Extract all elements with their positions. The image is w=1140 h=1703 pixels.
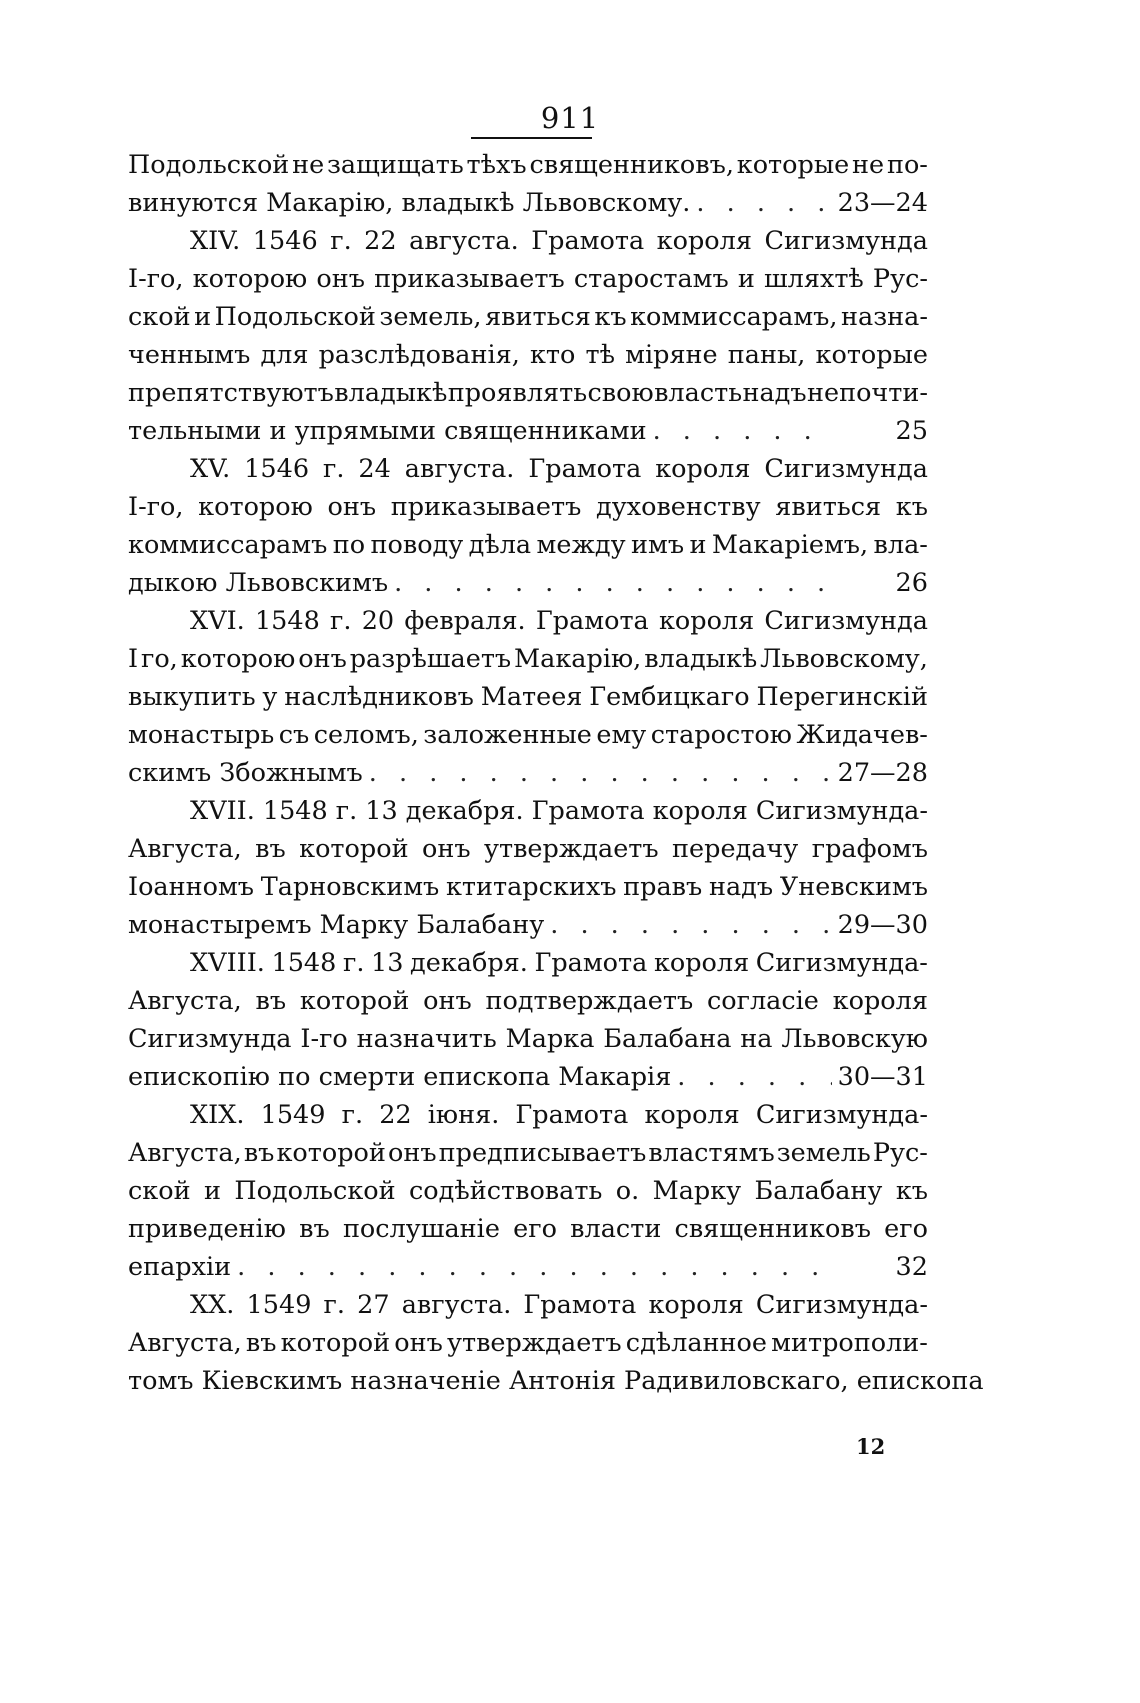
text-line — [128, 1134, 928, 1172]
word: явиться — [775, 492, 882, 522]
entry-text — [128, 678, 928, 716]
word: приказываетъ — [390, 492, 582, 522]
entry-text — [128, 1134, 928, 1172]
word: наслѣдниковъ — [284, 682, 474, 712]
text-line — [128, 564, 928, 602]
text-line — [128, 754, 928, 792]
entry-text — [128, 1210, 928, 1248]
word: приведенію — [128, 1214, 286, 1244]
word: Грамота — [531, 226, 645, 256]
word: священниковъ, — [529, 150, 734, 180]
text-line — [128, 336, 928, 374]
entry-text — [128, 526, 928, 564]
word: Сигизмунда- — [755, 1290, 928, 1320]
entry-text — [190, 222, 928, 260]
word: 27 — [357, 1290, 390, 1320]
word: надъ — [742, 378, 807, 408]
word: короля — [648, 1290, 744, 1320]
text-line — [128, 374, 928, 412]
text-line — [190, 222, 928, 260]
word: онъ — [327, 492, 377, 522]
word: короля — [656, 226, 752, 256]
page-reference: 23—24 — [837, 188, 928, 218]
word: которою — [198, 492, 313, 522]
word: и — [194, 302, 212, 332]
word: въ — [245, 1328, 277, 1358]
text-line — [128, 488, 928, 526]
dot-leader — [394, 564, 832, 602]
word: Уневскимъ — [779, 872, 928, 902]
dot-leader — [369, 754, 832, 792]
word: съ — [278, 720, 310, 750]
entry-text: дыкою Львовскимъ — [128, 568, 389, 598]
text-line — [190, 944, 928, 982]
word: между — [536, 530, 626, 560]
word: кто — [529, 340, 576, 370]
word: I-го — [300, 1024, 348, 1054]
word: выкупить — [128, 682, 256, 712]
word: къ — [895, 1176, 928, 1206]
dot-leader — [677, 1058, 831, 1096]
word: 1548 — [271, 948, 337, 978]
word: XIV. — [190, 226, 241, 256]
entry-text — [190, 944, 928, 982]
word: онъ — [316, 264, 365, 294]
word: въ — [243, 1138, 275, 1168]
word: онъ — [298, 644, 347, 674]
word: г. — [323, 454, 345, 484]
entry-text — [128, 716, 928, 754]
word: I-го, — [128, 264, 184, 294]
word: содѣйствовать — [409, 1176, 603, 1206]
word: ему — [596, 720, 647, 750]
word: 13 — [365, 796, 398, 826]
word: тѣ — [585, 340, 615, 370]
text-line — [190, 1286, 928, 1324]
word: владыкѣ — [644, 644, 758, 674]
word: передачу — [672, 834, 799, 864]
word: въ — [255, 986, 287, 1016]
word: 22 — [364, 226, 397, 256]
word: не — [292, 150, 325, 180]
word: которою — [192, 264, 308, 294]
text-line — [128, 1020, 928, 1058]
word: къ — [895, 492, 928, 522]
word: вла- — [873, 530, 928, 560]
word: которой — [276, 1138, 386, 1168]
text-line — [128, 1210, 928, 1248]
entry-text — [128, 868, 928, 906]
word: іюня. — [427, 1100, 500, 1130]
text-line — [190, 602, 928, 640]
word: священниковъ — [674, 1214, 871, 1244]
word: имъ — [631, 530, 685, 560]
word: декабря. — [410, 948, 528, 978]
word: приказываетъ — [374, 264, 565, 294]
word: для — [260, 340, 309, 370]
word: короля — [653, 948, 750, 978]
word: у — [262, 682, 278, 712]
text-line — [128, 906, 928, 944]
entry-text: монастыремъ Марку Балабану — [128, 910, 545, 940]
word: разрѣшаетъ — [349, 644, 512, 674]
word: 1548 — [262, 796, 328, 826]
text-line — [128, 1324, 928, 1362]
word: Макаріемъ, — [711, 530, 869, 560]
text-line — [128, 1248, 928, 1286]
word: его — [884, 1214, 928, 1244]
word: онъ — [423, 986, 472, 1016]
word: назначить — [356, 1024, 497, 1054]
entry-text — [190, 602, 928, 640]
page-reference: 26 — [895, 568, 928, 598]
word: 24 — [358, 454, 391, 484]
word: монастырь — [128, 720, 275, 750]
word: г. — [330, 226, 352, 256]
word: Августа, — [128, 986, 242, 1016]
entry-text — [128, 260, 928, 298]
entry-text: томъ Кіевскимъ назначеніе Антонія Радивиловскаго, епископа — [128, 1366, 984, 1396]
word: шляхтѣ — [763, 264, 864, 294]
word: защищать — [327, 150, 464, 180]
page-reference: 32 — [895, 1252, 928, 1282]
word: 1549 — [260, 1100, 326, 1130]
word: Перегинскій — [756, 682, 928, 712]
word: Грамота — [523, 1290, 637, 1320]
word: Грамота — [528, 454, 642, 484]
word: непочти- — [806, 378, 928, 408]
word: августа. — [409, 226, 519, 256]
word: короля — [832, 986, 928, 1016]
word: г. — [335, 796, 358, 826]
word: Марка — [505, 1024, 595, 1054]
word: XVI. — [190, 606, 245, 636]
word: Сигизмунда — [764, 606, 928, 636]
word: которые — [736, 150, 850, 180]
word: власти — [570, 1214, 662, 1244]
word: явиться — [485, 302, 591, 332]
word: онъ — [421, 834, 471, 864]
word: Жидачев- — [796, 720, 928, 750]
word: предписываетъ — [438, 1138, 647, 1168]
word: 1546 — [252, 226, 318, 256]
entry-text — [128, 336, 928, 374]
word: 1546 — [244, 454, 310, 484]
word: ской — [128, 302, 191, 332]
word: Августа, — [128, 1138, 242, 1168]
word: XIX. — [190, 1100, 245, 1130]
text-line — [128, 640, 928, 678]
word: 1548 — [254, 606, 320, 636]
word: короля — [652, 796, 748, 826]
word: властямъ — [648, 1138, 775, 1168]
entry-text — [128, 982, 928, 1020]
word: августа. — [404, 454, 515, 484]
word: Сигизмунда- — [755, 796, 928, 826]
word: свою — [587, 378, 654, 408]
word: г. — [342, 948, 365, 978]
dot-leader — [237, 1248, 832, 1286]
text-line — [128, 830, 928, 868]
entry-text — [128, 830, 928, 868]
word: по — [332, 530, 366, 560]
word: короля — [658, 606, 755, 636]
page-reference: 27—28 — [837, 758, 928, 788]
word: коммиссарамъ — [128, 530, 328, 560]
word: онъ — [394, 1328, 443, 1358]
word: которой — [280, 1328, 391, 1358]
word: старостамъ — [573, 264, 729, 294]
entry-text — [128, 146, 928, 184]
word: митрополи- — [771, 1328, 928, 1358]
entry-text — [128, 488, 928, 526]
word: на — [740, 1024, 773, 1054]
word: препятствуютъ — [128, 378, 334, 408]
dot-leader — [550, 906, 831, 944]
page-reference: 30—31 — [837, 1062, 928, 1092]
word: ктитарскихъ — [445, 872, 617, 902]
word: и — [737, 264, 755, 294]
word: Макарію, — [514, 644, 642, 674]
word: графомъ — [811, 834, 928, 864]
word: Сигизмунда — [764, 226, 928, 256]
word: Гембицкаго — [589, 682, 750, 712]
text-line — [128, 1362, 984, 1400]
text-line — [128, 1172, 928, 1210]
word: ченнымъ — [128, 340, 251, 370]
entry-text — [128, 374, 928, 412]
word: XX. — [190, 1290, 235, 1320]
word: г. — [323, 1290, 346, 1320]
word: Рус- — [872, 264, 928, 294]
word: короля — [655, 454, 751, 484]
text-line — [190, 792, 928, 830]
word: духовенству — [596, 492, 761, 522]
word: не — [852, 150, 885, 180]
word: въ — [299, 1214, 330, 1244]
word: Сигизмунда — [128, 1024, 292, 1054]
word: проявлять — [447, 378, 588, 408]
text-line — [128, 412, 928, 450]
text-line — [128, 184, 928, 222]
text-line — [190, 450, 928, 488]
word: онъ — [387, 1138, 437, 1168]
word: Іоанномъ — [128, 872, 255, 902]
word: Матеея — [480, 682, 583, 712]
word: міряне — [625, 340, 718, 370]
text-line — [128, 1058, 928, 1096]
word: Грамота — [531, 796, 645, 826]
word: Подольской — [128, 150, 290, 180]
text-line — [128, 982, 928, 1020]
word: декабря. — [405, 796, 524, 826]
text-line — [190, 1096, 928, 1134]
word: утверждаетъ — [483, 834, 659, 864]
page-number: 911 — [540, 101, 600, 135]
word: 20 — [361, 606, 395, 636]
word: согласіе — [706, 986, 819, 1016]
word: февраля. — [404, 606, 526, 636]
word: селомъ, — [313, 720, 419, 750]
entry-text — [190, 1286, 928, 1324]
word: Подольской — [234, 1176, 396, 1206]
word: и — [689, 530, 707, 560]
entry-text — [128, 640, 928, 678]
word: земель — [776, 1138, 871, 1168]
word: и — [203, 1176, 221, 1206]
text-line — [128, 716, 928, 754]
word: правъ — [623, 872, 703, 902]
word: поводу — [370, 530, 464, 560]
word: ской — [128, 1176, 191, 1206]
text-line — [128, 868, 928, 906]
entry-text: епископію по смерти епископа Макарія — [128, 1062, 672, 1092]
word: Сигизмунда — [764, 454, 928, 484]
word: назна- — [841, 302, 928, 332]
entry-text: тельными и упрямыми священниками — [128, 416, 647, 446]
word: Балабана — [603, 1024, 732, 1054]
word: сдѣланное — [625, 1328, 767, 1358]
word: заложенные — [423, 720, 592, 750]
word: Августа, — [128, 834, 242, 864]
word: Львовскую — [781, 1024, 928, 1054]
word: земель, — [379, 302, 482, 332]
word: Львовскому, — [760, 644, 928, 674]
entry-text: винуются Макарію, владыкѣ Львовскому. — [128, 188, 691, 218]
dot-leader — [653, 412, 832, 450]
word: разслѣдованія, — [318, 340, 520, 370]
word: 13 — [371, 948, 404, 978]
entry-text — [128, 1020, 928, 1058]
page-reference: 29—30 — [837, 910, 928, 940]
entry-text: епархіи — [128, 1252, 232, 1282]
word: г. — [330, 606, 352, 636]
word: въ — [255, 834, 286, 864]
word: власть — [654, 378, 743, 408]
word: Грамота — [534, 948, 648, 978]
word: Тарновскимъ — [260, 872, 440, 902]
text-line — [128, 260, 928, 298]
word: Балабану — [754, 1176, 883, 1206]
word: тѣхъ — [466, 150, 527, 180]
word: послушаніе — [342, 1214, 500, 1244]
entry-text: скимъ Збожнымъ — [128, 758, 363, 788]
word: 22 — [379, 1100, 412, 1130]
word: которой — [299, 834, 409, 864]
word: XVIII. — [190, 948, 265, 978]
word: по- — [886, 150, 928, 180]
word: короля — [644, 1100, 740, 1130]
page-number-rule — [471, 137, 592, 139]
word: которой — [299, 986, 410, 1016]
word: старостою — [650, 720, 792, 750]
entry-text — [128, 1172, 928, 1210]
word: подтверждаетъ — [485, 986, 694, 1016]
word: I — [128, 644, 139, 674]
word: къ — [594, 302, 627, 332]
word: которою — [180, 644, 296, 674]
text-line — [128, 526, 928, 564]
word: дѣла — [468, 530, 532, 560]
word: владыкѣ — [334, 378, 448, 408]
entry-text — [128, 298, 928, 336]
word: I-го, — [128, 492, 184, 522]
entry-text — [190, 1096, 928, 1134]
entry-text — [190, 450, 928, 488]
text-line — [128, 146, 928, 184]
page-reference: 25 — [895, 416, 928, 446]
word: Грамота — [535, 606, 649, 636]
signature-mark: 12 — [856, 1434, 886, 1459]
dot-leader — [696, 184, 831, 222]
word: Грамота — [515, 1100, 629, 1130]
word: 1549 — [246, 1290, 312, 1320]
word: надъ — [708, 872, 774, 902]
word: паны, — [727, 340, 806, 370]
word: XV. — [190, 454, 231, 484]
entry-text — [190, 792, 928, 830]
word: Марку — [652, 1176, 742, 1206]
word: Рус- — [872, 1138, 928, 1168]
word: Сигизмунда- — [755, 1100, 928, 1130]
word: г. — [341, 1100, 364, 1130]
word: го, — [140, 644, 178, 674]
word: о. — [615, 1176, 640, 1206]
word: Сигизмунда- — [755, 948, 928, 978]
text-line — [128, 298, 928, 336]
text-line — [128, 678, 928, 716]
word: Августа, — [128, 1328, 242, 1358]
word: XVII. — [190, 796, 255, 826]
word: утверждаетъ — [446, 1328, 622, 1358]
word: августа. — [401, 1290, 512, 1320]
entry-text — [128, 1324, 928, 1362]
word: его — [513, 1214, 557, 1244]
word: которые — [815, 340, 928, 370]
word: коммиссарамъ, — [630, 302, 838, 332]
word: Подольской — [214, 302, 376, 332]
